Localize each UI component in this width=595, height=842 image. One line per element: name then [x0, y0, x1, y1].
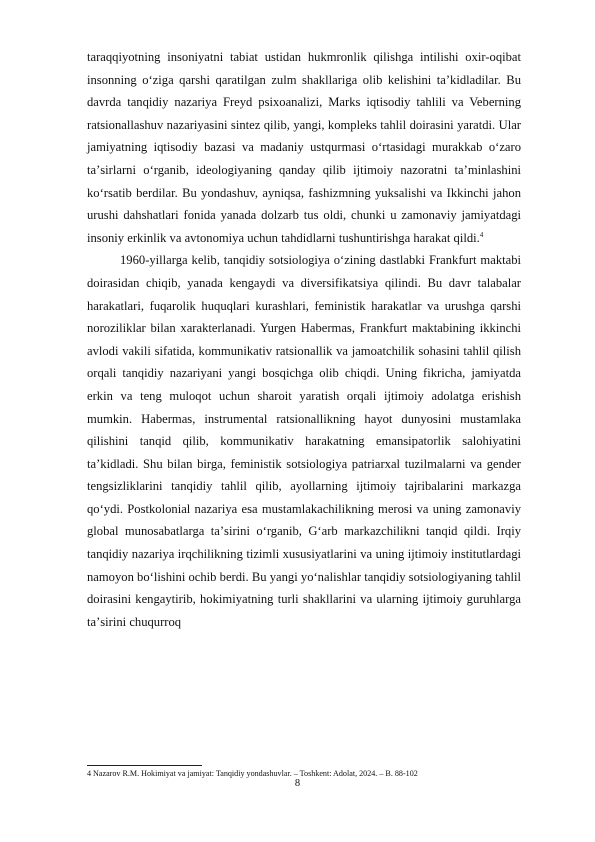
body-text	[87, 46, 521, 633]
footnote-text: Nazarov R.M. Hokimiyat va jamiyat: Tanqidiy yondashuvlar. – Toshkent: Adolat, 2024. – B. 88-102	[93, 769, 418, 778]
paragraph-2	[87, 249, 521, 633]
paragraph-2-text: 1960-yillarga kelib, tanqidiy sotsiologiya oʻzining dastlabki Frankfurt maktabi doirasidan chiqib, yanada kengaydi va diversifikatsiya qilindi. Bu davr talabalar harakatlari, fuqarolik huquqlari kurashlari, feministik harakatlar va urushga qarshi noroziliklar bilan xarakterlanadi. Yurgen Habermas, Frankfurt maktabining ikkinchi avlodi vakili sifatida, kommunikativ ratsionallik va jamoatchilik sohasini tahlil qilish orqali tanqidiy nazariyani yangi bosqichga olib chiqdi. Uning fikricha, jamiyatda erkin va teng muloqot uchun sharoit yaratish orqali ijtimoiy adolatga erishish mumkin. Habermas, instrumental ratsionallikning hayot dunyosini mustamlaka qilishini tanqid qilib, kommunikativ harakatning emansipatorlik salohiyatini taʼkidladi. Shu bilan birga, feministik sotsiologiya patriarxal tuzilmalarni va gender tengsizliklarini tanqidiy tahlil qilib, ayollarning ijtimoiy tajribalarini markazga qoʻydi. Postkolonial nazariya esa mustamlakachilikning merosi va uning zamonaviy global munosabatlarga taʼsirini oʻrganib, Gʻarb markazchilikni tanqid qildi. Irqiy tanqidiy nazariya irqchilikning tizimli xususiyatlarini va uning ijtimoiy institutlardagi namoyon boʻlishini ochib berdi. Bu yangi yoʻnalishlar tanqidiy sotsiologiyaning tahlil doirasini kengaytirib, hokimiyatning turli shakllarini va ularning ijtimoiy guruhlarga taʼsirini chuqurroq	[87, 253, 521, 629]
footnote-separator	[87, 765, 202, 766]
paragraph-1-text: taraqqiyotning insoniyatni tabiat ustidan hukmronlik qilishga intilishi oxir-oqibat insonning oʻziga qarshi qaratilgan zulm shakllariga olib kelishini taʼkidladilar. Bu davrda tanqidiy nazariya Freyd psixoanalizi, Marks iqtisodiy tahlili va Veberning ratsionallashuv nazariyasini sintez qilib, yangi, kompleks tahlil doirasini yaratdi. Ular jamiyatning iqtisodiy bazasi va madaniy ustqurmasi oʻrtasidagi murakkab oʻzaro taʼsirlarni oʻrganib, ideologiyaning qanday qilib ijtimoiy nazoratni taʼminlashini koʻrsatib berdilar. Bu yondashuv, ayniqsa, fashizmning yuksalishi va Ikkinchi jahon urushi dahshatlari fonida yanada dolzarb tus oldi, chunki u zamonaviy jamiyatdagi insoniy erkinlik va avtonomiya uchun tahdidlarni tushuntirishga harakat qildi.	[87, 50, 521, 245]
footnote-reference[interactable]: 4	[479, 230, 484, 239]
paragraph-1	[87, 46, 521, 249]
page-number: 8	[294, 778, 301, 789]
footnote-number: 4	[87, 769, 92, 778]
